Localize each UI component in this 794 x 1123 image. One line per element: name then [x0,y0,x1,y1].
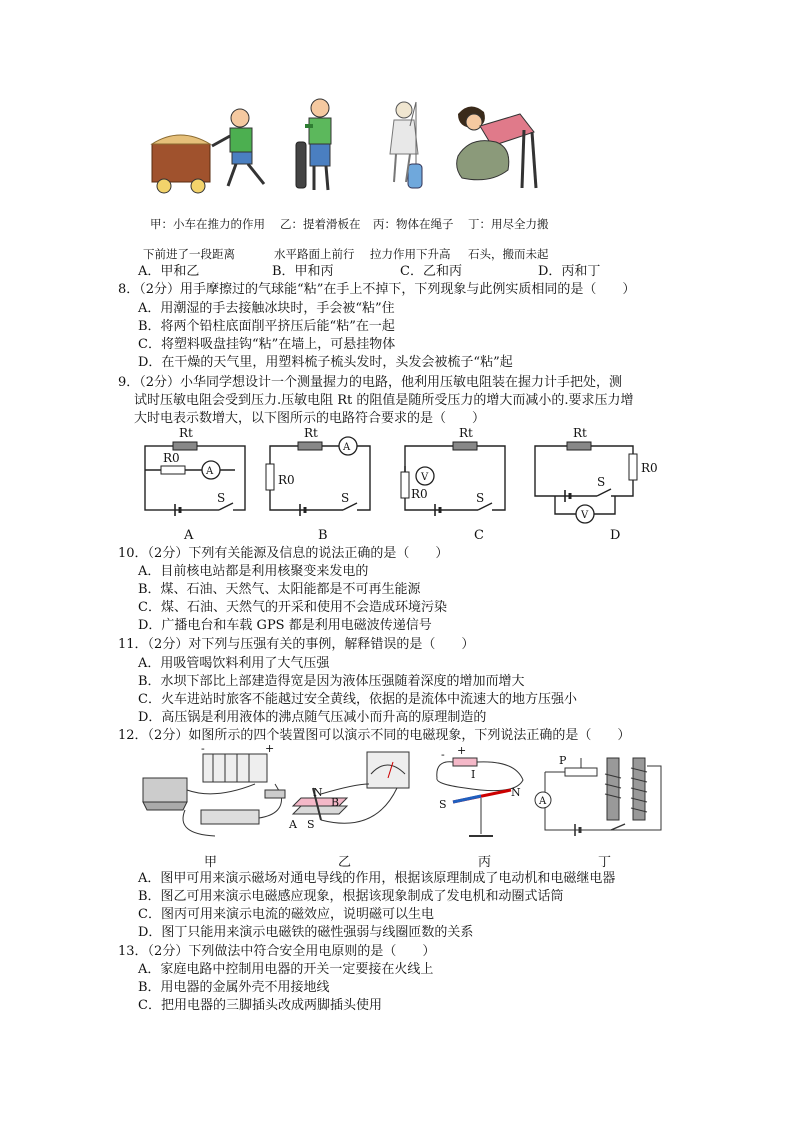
q9-label-a: A [184,528,194,543]
plus-mark-bing: + [457,744,467,757]
q9-stem-line3: 大时电表示数增大，以下图所示的电路符合要求的是（ ） [134,411,486,426]
q12-diagrams [135,744,665,844]
q12-label-ding: 丁 [598,855,612,870]
ammeter-label-a: A [206,466,214,477]
q11-option-b: B．水坝下部比上部建造得宽是因为液体压强随着深度的增加而增大 [138,674,525,689]
q12-stem: 12．（2分）如图所示的四个装置图可以演示不同的电磁现象，下列说法正确的是（ ） [118,728,631,743]
rope-lift-illustration [390,102,422,188]
q10-option-b: B．煤、石油、天然气、太阳能都是不可再生能源 [138,582,421,597]
r0-label-b: R0 [278,473,295,487]
switch-label-a: S [217,491,226,505]
voltmeter-label-d: V [581,510,589,521]
q8-option-a: A．用潮湿的手去接触冰块时，手会被“粘”住 [138,301,395,316]
switch-label-d: S [597,475,606,489]
q10-option-d: D．广播电台和车载 GPS 都是利用电磁波传递信号 [138,618,432,633]
q12-label-jia: 甲 [204,855,218,870]
s-mark-bing: S [439,798,447,811]
q8-option-c: C．将塑料吸盘挂钩“粘”在墙上，可悬挂物体 [138,337,396,352]
voltmeter-label-c: V [421,472,429,483]
q7-caption-yi-1: 乙：提着滑板在 [280,217,361,231]
cart-push-illustration [152,109,264,193]
n-mark-bing: N [511,786,521,799]
switch-label-b: S [341,491,350,505]
rt-label-b: Rt [304,426,318,440]
motor-apparatus [143,754,285,836]
rt-label-c: Rt [459,426,473,440]
q12-option-b: B．图乙可用来演示电磁感应现象，根据该现象制成了发电机和动圈式话筒 [138,889,564,904]
q10-option-c: C．煤、石油、天然气的开采和使用不会造成环境污染 [138,600,447,615]
q12-option-d: D．图丁只能用来演示电磁铁的磁性强弱与线圈匝数的关系 [138,925,474,940]
q11-option-a: A．用吸管喝饮料利用了大气压强 [138,656,330,671]
rt-label-a: Rt [179,426,193,440]
q12-option-a: A．图甲可用来演示磁场对通电导线的作用，根据该原理制成了电动机和电磁继电器 [138,871,616,886]
rt-label-d: Rt [573,426,587,440]
q11-option-c: C．火车进站时旅客不能越过安全黄线，依据的是流体中流速大的地方压强小 [138,692,577,707]
b-mark: B [331,796,340,809]
q11-stem: 11．（2分）对下列与压强有关的事例，解释错误的是（ ） [118,637,475,652]
q12-label-yi: 乙 [338,855,352,870]
q9-label-b: B [318,528,328,543]
q12-label-bing: 丙 [478,855,492,870]
q9-stem-line2: 试时压敏电阻会受到压力.压敏电阻 Rt 的阻值是随所受压力的增大而减小的.要求压力增 [134,393,634,408]
q13-stem: 13．（2分）下列做法中符合安全用电原则的是（ ） [118,944,436,959]
q7-option-c: C．乙和丙 [400,264,462,279]
q7-option-a: A．甲和乙 [138,264,200,279]
q12-option-c: C．图丙可用来演示电流的磁效应，说明磁可以生电 [138,907,434,922]
q7-option-d: D．丙和丁 [538,264,601,279]
q13-option-c: C．把用电器的三脚插头改成两脚插头使用 [138,998,382,1013]
ammeter-label-b: A [343,442,351,453]
skateboard-carry-illustration [296,99,331,190]
rock-lift-illustration [457,106,536,188]
plus-mark: + [265,744,275,755]
q7-caption-yi-2: 水平路面上前行 [274,247,355,261]
electromagnet-apparatus [535,758,661,836]
r0-label-c: R0 [411,487,428,501]
n-mark-yi: N [313,786,323,799]
q11-option-d: D．高压锅是利用液体的沸点随气压减小而升高的原理制造的 [138,710,487,725]
r0-label-a: R0 [163,451,180,465]
p-mark: P [559,754,567,767]
q9-label-d: D [610,528,621,543]
r0-label-d: R0 [641,461,658,475]
q7-caption-jia-1: 甲：小车在推力的作用 [150,217,265,231]
i-mark: I [471,768,476,781]
q7-caption-ding-1: 丁：用尽全力搬 [468,217,549,231]
q7-illustrations [140,92,560,202]
q13-option-b: B．用电器的金属外壳不用接地线 [138,980,330,995]
switch-label-c: S [476,491,485,505]
q13-option-a: A．家庭电路中控制用电器的开关一定要接在火线上 [138,962,434,977]
q9-label-c: C [474,528,484,543]
q8-stem: 8．（2分）用手摩擦过的气球能“粘”在手上不掉下，下列现象与此例实质相同的是（ ） [118,282,636,297]
q7-caption-ding-2: 石头，搬而未起 [468,247,549,261]
ammeter-mark: A [539,796,547,807]
s-mark-yi: S [307,818,315,831]
a-mark: A [289,818,297,831]
induction-apparatus [293,752,409,823]
q7-caption-bing-1: 丙：物体在绳子 [373,217,454,231]
q7-caption-jia-2: 下前进了一段距离 [143,247,235,261]
minus-mark-bing: - [441,748,445,761]
q7-option-b: B．甲和丙 [272,264,334,279]
q8-option-b: B．将两个铅柱底面削平挤压后能“粘”在一起 [138,319,395,334]
q8-option-d: D．在干燥的天气里，用塑料梳子梳头发时，头发会被梳子“粘”起 [138,355,513,370]
q9-stem-line1: 9．（2分）小华同学想设计一个测量握力的电路，他利用压敏电阻装在握力计手把处，测 [118,375,623,390]
q9-circuits [135,424,675,524]
q10-stem: 10．（2分）下列有关能源及信息的说法正确的是（ ） [118,546,449,561]
q10-option-a: A．目前核电站都是利用核聚变来发电的 [138,564,369,579]
q7-caption-bing-2: 拉力作用下升高 [370,247,451,261]
minus-mark: - [201,744,205,755]
